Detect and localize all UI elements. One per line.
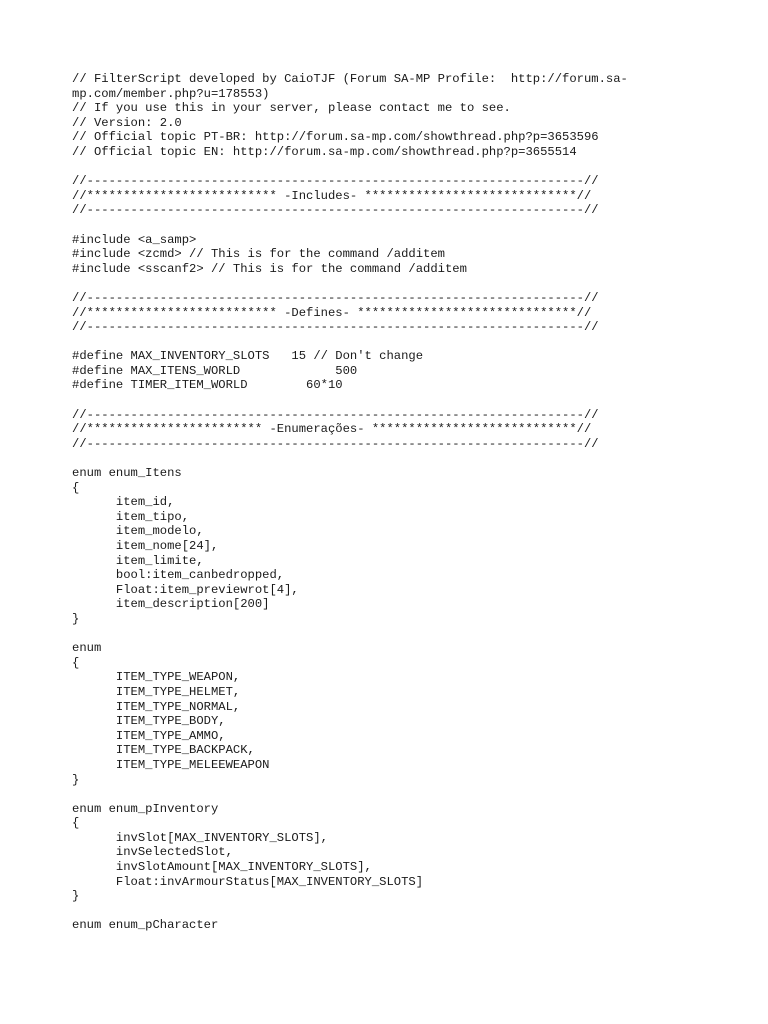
code-line: ITEM_TYPE_NORMAL, (72, 699, 241, 714)
code-line (72, 218, 712, 233)
code-line: #define MAX_ITENS_WORLD 500 (72, 363, 358, 378)
code-line: item_limite, (72, 553, 204, 568)
code-line: } (72, 889, 80, 904)
code-line (72, 160, 712, 175)
code-line: //************************** -Defines- ******************************// (72, 305, 592, 320)
code-line: item_nome[24], (72, 539, 219, 553)
document-page (72, 72, 712, 933)
code-line (72, 276, 712, 291)
code-line: #define TIMER_ITEM_WORLD 60*10 (72, 378, 343, 393)
code-line: { (72, 655, 80, 670)
code-line: invSlot[MAX_INVENTORY_SLOTS], (72, 830, 328, 845)
code-line: //--------------------------------------------------------------------// (72, 320, 599, 335)
code-line: //************************** -Includes- *****************************// (72, 188, 592, 203)
code-line (72, 451, 712, 466)
code-line (72, 627, 712, 642)
code-line: { (72, 480, 80, 495)
code-line (72, 335, 712, 350)
code-line: #define MAX_INVENTORY_SLOTS 15 // Don't change (72, 349, 424, 364)
code-line (72, 393, 712, 408)
code-line: ITEM_TYPE_WEAPON, (72, 670, 241, 685)
code-line: mp.com/member.php?u=178553) (72, 86, 270, 101)
code-line (72, 787, 712, 802)
code-line: //--------------------------------------------------------------------// (72, 290, 599, 305)
code-line: ITEM_TYPE_HELMET, (72, 684, 241, 699)
code-line: // Official topic PT-BR: http://forum.sa-mp.com/showthread.php?p=3653596 (72, 130, 599, 145)
code-line: ITEM_TYPE_MELEEWEAPON (72, 757, 270, 772)
code-line: } (72, 772, 80, 787)
code-line: //--------------------------------------------------------------------// (72, 174, 599, 189)
code-line: bool:item_canbedropped, (72, 568, 285, 583)
code-line: ITEM_TYPE_BACKPACK, (72, 743, 255, 758)
code-line: ITEM_TYPE_BODY, (72, 714, 226, 729)
code-line: #include <a_samp> (72, 232, 197, 247)
code-line: // If you use this in your server, please contact me to see. (72, 101, 511, 116)
code-line: // FilterScript developed by CaioTJF (Forum SA-MP Profile: http://forum.sa- (72, 72, 628, 86)
code-line: enum enum_pCharacter (72, 918, 219, 933)
code-line: item_id, (72, 495, 175, 510)
code-line: // Official topic EN: http://forum.sa-mp.com/showthread.php?p=3655514 (72, 144, 577, 159)
code-line: item_description[200] (72, 597, 270, 612)
code-line (72, 904, 712, 919)
code-line: //************************ -Enumerações- ****************************// (72, 422, 592, 437)
code-line: invSelectedSlot, (72, 845, 233, 860)
code-line: item_modelo, (72, 524, 204, 539)
code-line: #include <sscanf2> // This is for the command /additem (72, 261, 467, 276)
code-line: enum enum_pInventory (72, 801, 219, 816)
code-line: //--------------------------------------------------------------------// (72, 436, 599, 451)
code-line: Float:invArmourStatus[MAX_INVENTORY_SLOTS] (72, 874, 424, 889)
code-line: item_tipo, (72, 509, 190, 524)
code-line: //--------------------------------------------------------------------// (72, 203, 599, 218)
code-line: enum (72, 641, 102, 656)
code-line: #include <zcmd> // This is for the command /additem (72, 247, 445, 262)
code-line: enum enum_Itens (72, 466, 182, 481)
code-line: invSlotAmount[MAX_INVENTORY_SLOTS], (72, 860, 372, 875)
code-line: { (72, 816, 80, 831)
code-line: } (72, 611, 80, 626)
code-line: Float:item_previewrot[4], (72, 582, 299, 597)
code-line: ITEM_TYPE_AMMO, (72, 728, 226, 743)
code-line: //--------------------------------------------------------------------// (72, 407, 599, 422)
code-line: // Version: 2.0 (72, 115, 182, 130)
